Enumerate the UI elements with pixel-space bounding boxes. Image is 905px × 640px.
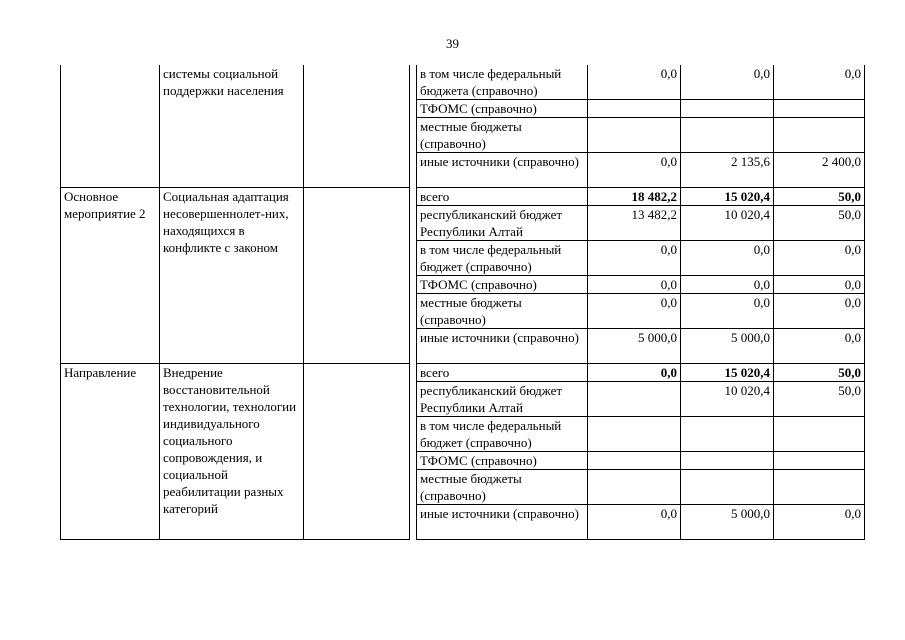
activity-type-cell: Основное мероприятие 2 (61, 188, 160, 364)
amount-cell-2: 5 000,0 (681, 329, 774, 364)
amount-cell-3: 0,0 (774, 65, 865, 100)
amount-cell-2: 15 020,4 (681, 364, 774, 382)
amount-cell-3: 50,0 (774, 382, 865, 417)
amount-cell-3 (774, 118, 865, 153)
amount-cell-3: 50,0 (774, 206, 865, 241)
amount-cell-2 (681, 470, 774, 505)
executor-cell (304, 364, 410, 540)
table-row (61, 188, 865, 206)
amount-cell-3: 0,0 (774, 505, 865, 540)
amount-cell-3: 2 400,0 (774, 153, 865, 188)
amount-cell-1 (588, 470, 681, 505)
funding-source-cell: иные источники (справочно) (417, 153, 588, 188)
amount-cell-1: 0,0 (588, 276, 681, 294)
amount-cell-3 (774, 417, 865, 452)
amount-cell-2 (681, 452, 774, 470)
column-gap (410, 188, 417, 364)
amount-cell-3 (774, 100, 865, 118)
amount-cell-3 (774, 452, 865, 470)
amount-cell-1: 0,0 (588, 505, 681, 540)
funding-source-cell: всего (417, 364, 588, 382)
funding-source-cell: республиканский бюджет Республики Алтай (417, 206, 588, 241)
funding-source-cell: ТФОМС (справочно) (417, 100, 588, 118)
amount-cell-2: 5 000,0 (681, 505, 774, 540)
amount-cell-1: 0,0 (588, 241, 681, 276)
amount-cell-3 (774, 470, 865, 505)
amount-cell-2 (681, 417, 774, 452)
amount-cell-2 (681, 100, 774, 118)
funding-source-cell: иные источники (справочно) (417, 505, 588, 540)
amount-cell-1 (588, 452, 681, 470)
amount-cell-2: 10 020,4 (681, 206, 774, 241)
amount-cell-2: 0,0 (681, 65, 774, 100)
amount-cell-1: 0,0 (588, 294, 681, 329)
activity-name-cell: Социальная адаптация несовершеннолет-них, находящихся в конфликте с законом (160, 188, 304, 364)
amount-cell-2: 0,0 (681, 294, 774, 329)
funding-source-cell: всего (417, 188, 588, 206)
amount-cell-1 (588, 118, 681, 153)
amount-cell-2 (681, 118, 774, 153)
funding-source-cell: республиканский бюджет Республики Алтай (417, 382, 588, 417)
activity-name-cell: системы социальной поддержки населения (160, 65, 304, 188)
amount-cell-3: 50,0 (774, 364, 865, 382)
amount-cell-2: 0,0 (681, 276, 774, 294)
activity-type-cell (61, 65, 160, 188)
page-number: 39 (446, 36, 459, 51)
activity-name-cell: Внедрение восстановительной технологии, технологии индивидуального социального сопровождения, и социальной реабилитации разных категорий (160, 364, 304, 540)
amount-cell-3: 50,0 (774, 188, 865, 206)
amount-cell-2: 2 135,6 (681, 153, 774, 188)
amount-cell-1 (588, 100, 681, 118)
amount-cell-3: 0,0 (774, 276, 865, 294)
table-row (61, 364, 865, 382)
amount-cell-1: 5 000,0 (588, 329, 681, 364)
funding-source-cell: местные бюджеты (справочно) (417, 118, 588, 153)
table-row (61, 65, 865, 100)
amount-cell-1: 18 482,2 (588, 188, 681, 206)
funding-source-cell: местные бюджеты (справочно) (417, 294, 588, 329)
amount-cell-1 (588, 417, 681, 452)
amount-cell-2: 10 020,4 (681, 382, 774, 417)
activity-type-cell: Направление (61, 364, 160, 540)
amount-cell-3: 0,0 (774, 241, 865, 276)
amount-cell-2: 15 020,4 (681, 188, 774, 206)
column-gap (410, 65, 417, 188)
amount-cell-3: 0,0 (774, 294, 865, 329)
funding-source-cell: местные бюджеты (справочно) (417, 470, 588, 505)
executor-cell (304, 65, 410, 188)
amount-cell-1: 0,0 (588, 65, 681, 100)
budget-table (60, 65, 865, 540)
amount-cell-3: 0,0 (774, 329, 865, 364)
amount-cell-1 (588, 382, 681, 417)
amount-cell-1: 0,0 (588, 364, 681, 382)
funding-source-cell: ТФОМС (справочно) (417, 276, 588, 294)
funding-source-cell: в том числе федеральный бюджет (справочно) (417, 417, 588, 452)
funding-source-cell: ТФОМС (справочно) (417, 452, 588, 470)
amount-cell-1: 0,0 (588, 153, 681, 188)
funding-source-cell: в том числе федеральный бюджет (справочно) (417, 241, 588, 276)
amount-cell-2: 0,0 (681, 241, 774, 276)
column-gap (410, 364, 417, 540)
amount-cell-1: 13 482,2 (588, 206, 681, 241)
executor-cell (304, 188, 410, 364)
funding-source-cell: в том числе федеральный бюджета (справочно) (417, 65, 588, 100)
funding-source-cell: иные источники (справочно) (417, 329, 588, 364)
